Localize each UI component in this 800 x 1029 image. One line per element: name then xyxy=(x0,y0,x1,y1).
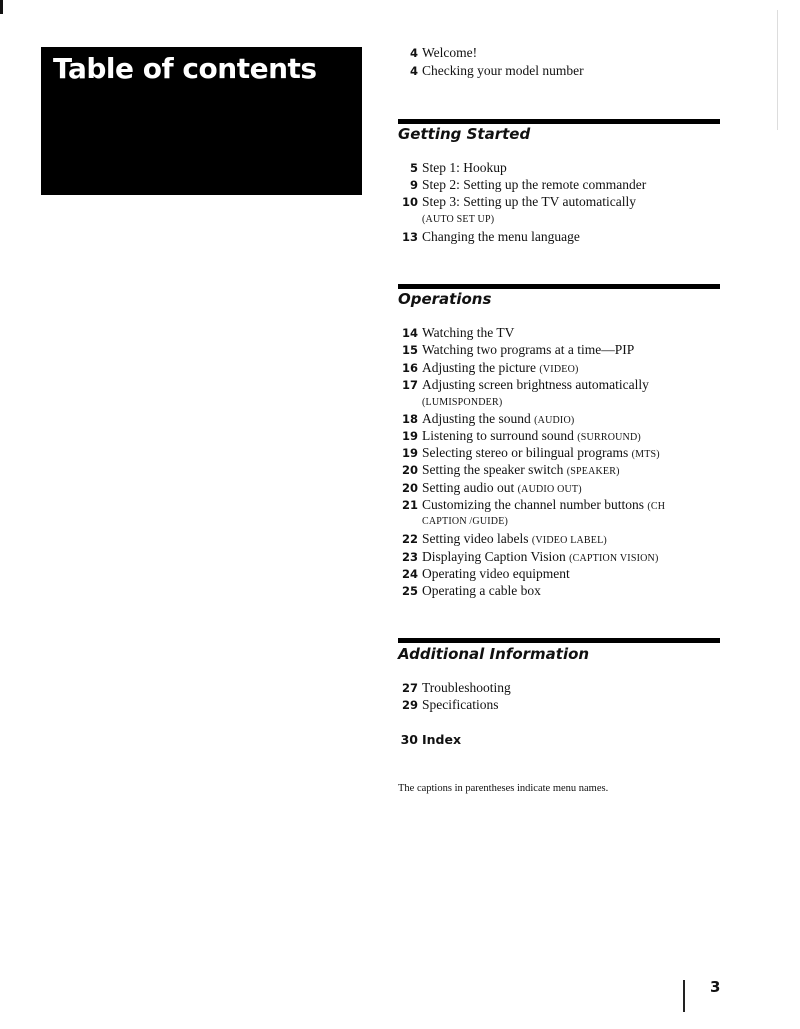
toc-entry[interactable]: 23 Displaying Caption Vision (CAPTION VISION) xyxy=(401,549,659,564)
toc-entry[interactable]: 19 Selecting stereo or bilingual programs (MTS) xyxy=(401,445,660,460)
title-block xyxy=(41,47,362,195)
menu-name: CAPTION /GUIDE) xyxy=(422,516,509,527)
toc-entry[interactable]: 19 Listening to surround sound (SURROUND) xyxy=(401,428,641,443)
toc-entry[interactable]: 4 Welcome! xyxy=(409,45,478,60)
section-title-operations: Operations xyxy=(398,290,492,308)
toc-entry[interactable]: 10 Step 3: Setting up the TV automatically xyxy=(401,194,636,209)
toc-entry[interactable]: 15 Watching two programs at a time—PIP xyxy=(401,342,635,357)
section-rule xyxy=(398,119,720,124)
menu-name: (AUTO SET UP) xyxy=(422,214,495,225)
toc-entry-index[interactable]: 30 Index xyxy=(400,732,462,747)
toc-entry[interactable]: 9 Step 2: Setting up the remote commander xyxy=(409,177,647,192)
toc-entry[interactable]: 27 Troubleshooting xyxy=(401,680,511,695)
toc-entry[interactable]: 16 Adjusting the picture (VIDEO) xyxy=(401,360,579,375)
menu-name: (LUMISPONDER) xyxy=(422,397,503,408)
toc-entry[interactable]: 13 Changing the menu language xyxy=(401,229,580,244)
toc-entry[interactable]: 24 Operating video equipment xyxy=(401,566,570,581)
toc-entry[interactable]: 4 Checking your model number xyxy=(409,63,584,78)
footnote: The captions in parentheses indicate menu names. xyxy=(398,783,609,794)
section-title-additional-information: Additional Information xyxy=(398,645,590,663)
toc-entry[interactable]: 18 Adjusting the sound (AUDIO) xyxy=(401,411,575,426)
toc-entry[interactable]: 14 Watching the TV xyxy=(401,325,515,340)
page-title: Table of contents xyxy=(53,52,317,85)
page-number-bar xyxy=(683,980,685,1012)
toc-entry[interactable]: 5 Step 1: Hookup xyxy=(409,160,507,175)
toc-entry[interactable]: 20 Setting audio out (AUDIO OUT) xyxy=(401,480,582,495)
toc-entry[interactable]: 25 Operating a cable box xyxy=(401,583,541,598)
section-rule xyxy=(398,638,720,643)
section-rule xyxy=(398,284,720,289)
edge-line xyxy=(777,10,778,130)
toc-entry[interactable]: 22 Setting video labels (VIDEO LABEL) xyxy=(401,531,607,546)
toc-entry[interactable]: 29 Specifications xyxy=(401,697,499,712)
section-title-getting-started: Getting Started xyxy=(398,125,531,143)
toc-entry[interactable]: 20 Setting the speaker switch (SPEAKER) xyxy=(401,462,620,477)
page-number: 3 xyxy=(710,978,721,996)
toc-entry[interactable]: 17 Adjusting screen brightness automatically xyxy=(401,377,649,392)
corner-mark xyxy=(0,0,3,14)
toc-entry[interactable]: 21 Customizing the channel number buttons (CH xyxy=(401,497,666,512)
